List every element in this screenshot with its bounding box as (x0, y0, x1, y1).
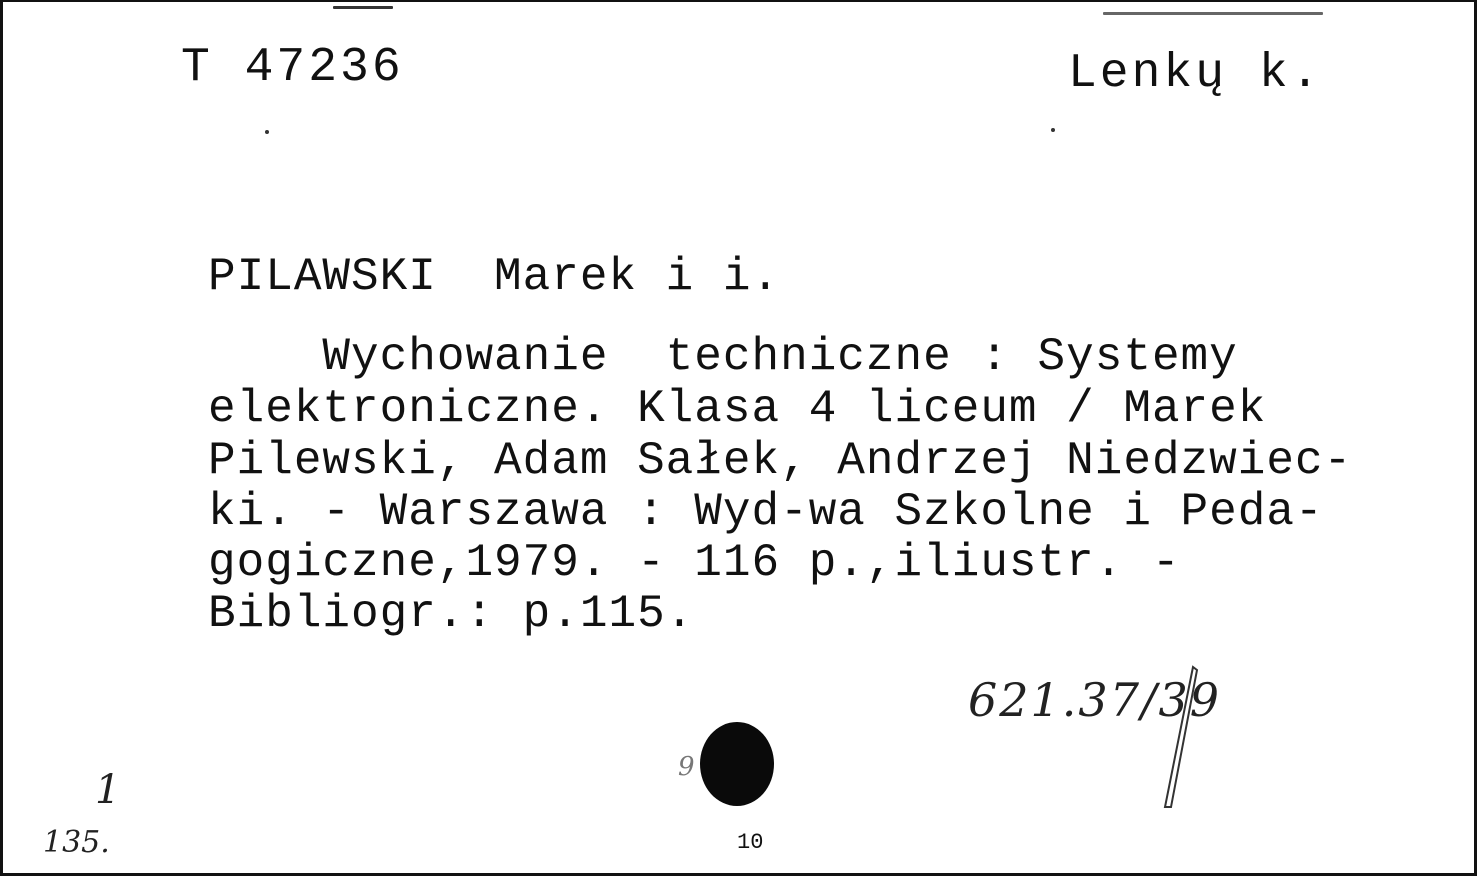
card-number: 10 (737, 830, 764, 855)
author-heading: PILAWSKI Marek i i. (208, 251, 781, 303)
ink-smudge (1103, 12, 1323, 15)
description-line-3: Pilewski, Adam Sałek, Andrzej Niedzwiec- (208, 435, 1353, 487)
description-line-2: elektroniczne. Klasa 4 liceum / Marek (208, 383, 1267, 435)
description-line-1: Wychowanie techniczne : Systemy (208, 331, 1238, 383)
punch-hole (700, 722, 774, 806)
classification-slash-stroke (1153, 662, 1203, 812)
description-line-5: gogiczne,1979. - 116 p.,iliustr. - (208, 537, 1181, 589)
description-line-4: ki. - Warszawa : Wyd-wa Szkolne i Peda- (208, 486, 1324, 538)
classification-number: 621.37/39 (968, 673, 1221, 727)
ink-speck (265, 130, 269, 134)
call-number: T 47236 (181, 41, 404, 95)
handwritten-number-bottom: 135. (43, 825, 110, 860)
location-label: Lenkų k. (1068, 47, 1323, 101)
ink-smudge (333, 6, 393, 9)
ink-speck (1051, 128, 1055, 132)
mark-near-hole: 9 (678, 752, 695, 782)
handwritten-number-top: 1 (95, 767, 121, 813)
description-line-6: Bibliogr.: p.115. (208, 588, 695, 640)
